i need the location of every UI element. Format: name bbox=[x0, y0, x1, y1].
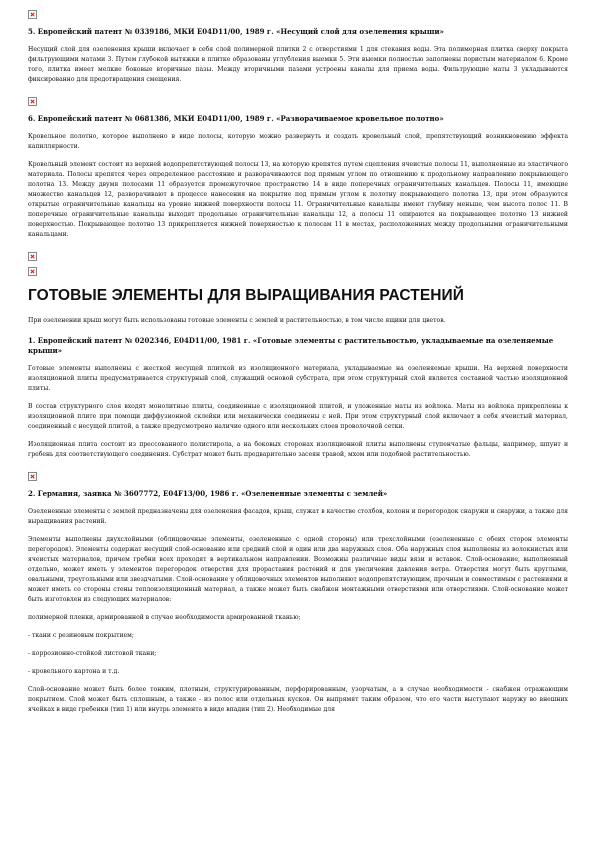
broken-image-icon bbox=[28, 97, 37, 106]
paragraph: При озеленении крыш могут быть использованы готовые элементы с землей и растительностью, в том числе ящики для цветов. bbox=[28, 317, 446, 324]
broken-image-icon bbox=[28, 267, 37, 276]
paragraph: Озелененные элементы с землей предназначены для озеленения фасадов, крыш, служат в качестве столбов, колонн и перегородок снаружи и снаружи, а также для выращивания растений. bbox=[28, 508, 568, 525]
paragraph: полимерной пленки, армированной в случае необходимости армированной тканью; bbox=[28, 614, 301, 621]
list-item: - ткани с резиновым покрытием; bbox=[28, 632, 134, 639]
section-heading: 6. Европейский патент № 0681386, МКИ E04D11/00, 1989 г. «Разворачиваемое кровельное полотно» bbox=[28, 114, 444, 123]
document-page bbox=[28, 10, 568, 715]
page-title: ГОТОВЫЕ ЭЛЕМЕНТЫ ДЛЯ ВЫРАЩИВАНИЯ РАСТЕНИЙ bbox=[28, 287, 465, 304]
section-heading: 1. Европейский патент № 0202346, E04D11/00, 1981 г. «Готовые элементы с растительностью, укладываемые на озеленяемые крыши» bbox=[28, 336, 554, 355]
paragraph: Элементы выполнены двухслойными (облицовочные элементы, озелененные с одной стороны) или трехслойными (озелененные с обеих сторон элементы перегородок). Элементы содержат несущий слой-основание или средний слой и один или два наружных слоя. Оба наружных слоя выполнены из волокнистых или ячеистых материалов, причем гребни всех проходят в вертикальном направлении. Возможны различные виды вязи и вставок. Слой-основание, выполненный отдельно, может иметь у элементов перегородок отверстия для прорастания растений и для увеличения давления ветра. Отверстия могут быть круглыми, овальными, треугольными или звездчатыми. Слой-основание у облицовочных элементов выполняют водопрепятствующим, прочным и совместимым с растениями и может иметь со стороны стены теплоизоляционный материал, а также может быть снабжен монтажными отверстиями или отверстиями. Слой-основание может быть изготовлен из следующих материалов: bbox=[28, 536, 568, 603]
paragraph: Слой-основание может быть более тонким, плотным, структурированным, перфорированным, узорчатым, а в случае необходимости - снабжен отражающим покрытием. Слой может быть сплошным, а также - из полос или отдельных кусков. Он выпрямят таким образом, что его части выступают наружу во внешних ячейках в виде гребенки (тип 1) или внутрь элемента в виде впадин (тип 2). Необходимые для bbox=[28, 686, 568, 713]
paragraph: Кровельный элемент состоит из верхней водопрепятствующей полосы 13, на которую крепятся путем сцепления ячеистые полосы 11, выполненные из эластичного материала. Полосы крепятся через определенное расстояние и разворачиваются под прямым углом по отношению к продольному направлению покрывающего полотна 13. Между двумя полосами 11 образуется промежуточное пространство 14 в виде поперечных ограничительных канальцев. Полосы 11, имеющие множество канальцев 12, разворачивают в процессе нанесения на покрытие под прямым углом к полотну покрывающего полотна 13, при этом образуются открытые ограничительные канальцы на уровне нижней поверхности полосы 11. Ограничительные канальцы имеют глубину меньше, чем высота полос 11. В поперечные ограничительные канальцы выходят продольные ограничительные канальцы 12, а полосы 11 опираются на покрывающее полотно 13 нижней поверхностью. Покрывающее полотно 13 прикрепляется нижней поверхностью к полосам 11 в местах, расположенных между продольными ограничительными канальцами. bbox=[28, 161, 568, 238]
section-heading: 5. Европейский патент № 0339186, МКИ E04D11/00, 1989 г. «Несущий слой для озеленения крыши» bbox=[28, 27, 444, 36]
section-heading: 2. Германия, заявка № 3607772, E04F13/00, 1986 г. «Озелененные элементы с землей» bbox=[28, 489, 388, 498]
paragraph: Кровельное полотно, которое выполнено в виде полосы, которую можно развернуть и создать кровельный слой, препятствующий возникновению эффекта капиллярности. bbox=[28, 133, 568, 150]
broken-image-icon bbox=[28, 252, 37, 261]
paragraph: Несущий слой для озеленения крыши включает в себя слой полимерной плитки 2 с отверстиями 1 для стекания воды. Эта полимерная плитка сверху покрыта фильтрующими матами 3. Путем глубокой вытяжки в плитке образованы углубления выемки 5. Эти выемки полностью заполнены пористым материалом 6. Кроме того, плитка имеет мелкие боковые вторичные пазы. Между вторичными пазами устроены каналы для приема воды. Фильтрующие маты 3 укладываются фиксированно для предотвращения смещения. bbox=[28, 46, 568, 83]
paragraph: Готовые элементы выполнены с жесткой несущей плиткой из изоляционного материала, укладываемые на озеленяемые крыши. На верхней поверхности изоляционной плиты предусматривается структурный слой, служащий основой субстрата, при этом структурный слой является составной частью изоляционной плиты. bbox=[28, 365, 568, 392]
list-item: - кровельного картона и т.д. bbox=[28, 668, 120, 675]
paragraph: В состав структурного слоя входят монолитные плиты, соединенные с изоляционной плитой, и уложенные маты из войлока. Маты из войлока прикреплены к изоляционной плите при помощи диффузионной склейки или механически соединены с ней. При этом структурный слой включает в себя ячеистый материал, соединенный с несущей плитой, а также предусмотрено наличие одного или нескольких слоев проволочной сетки. bbox=[28, 403, 568, 430]
broken-image-icon bbox=[28, 472, 37, 481]
list-item: - коррозионно-стойкой листовой ткани; bbox=[28, 650, 157, 657]
broken-image-icon bbox=[28, 10, 37, 19]
paragraph: Изоляционная плита состоит из прессованного полистирола, а на боковых сторонах изоляционной плиты выполнены ступенчатые фальцы, например, шпунт и гребень для соответствующего соединения. Субстрат может быть предварительно засеян травой, мхом или подобной растительностью. bbox=[28, 441, 568, 458]
